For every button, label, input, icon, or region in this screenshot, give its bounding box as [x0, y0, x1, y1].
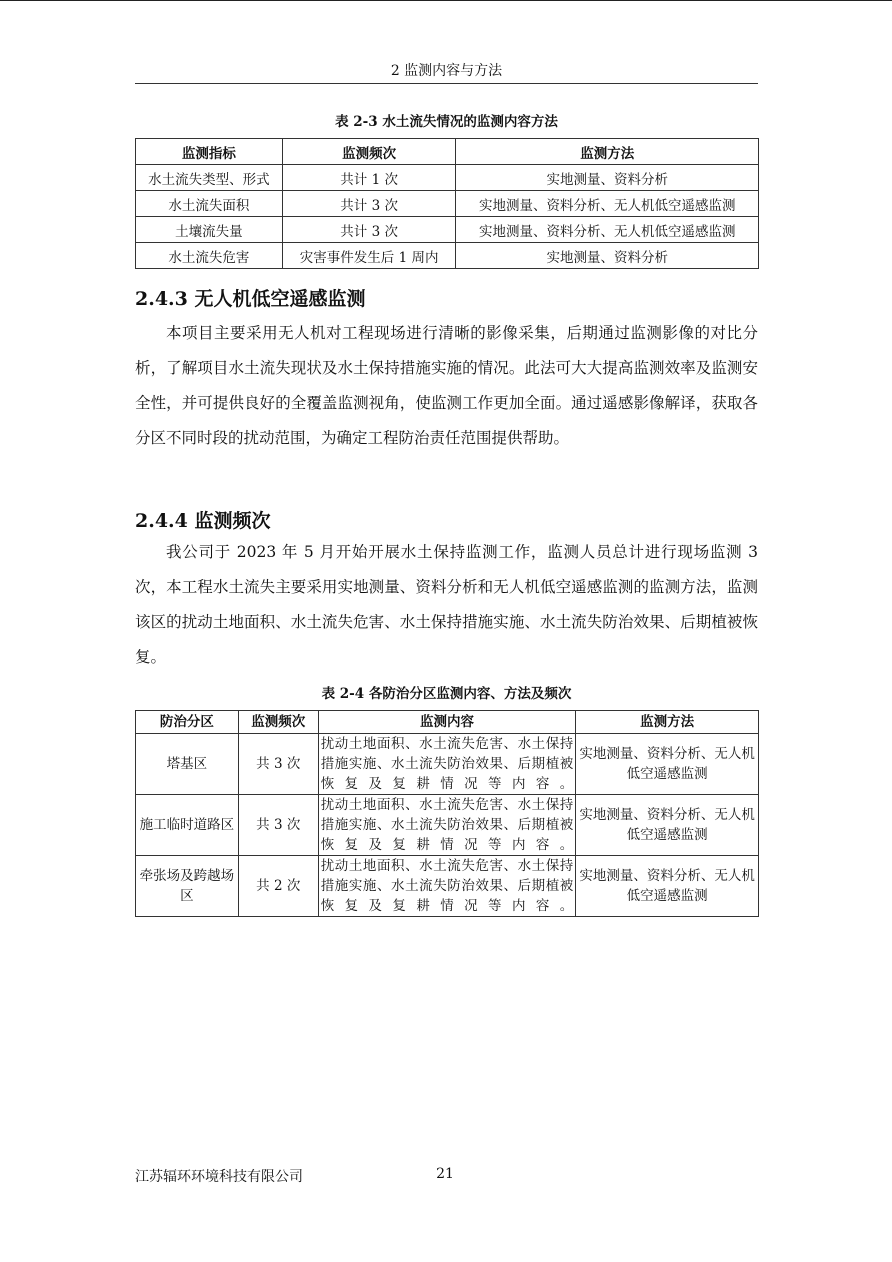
- table-cell: 扰动土地面积、水土流失危害、水土保持措施实施、水土流失防治效果、后期植被恢复及复耕情况等内容。: [318, 856, 576, 917]
- table-cell: 塔基区: [136, 734, 239, 795]
- table-row: [136, 217, 759, 243]
- section-heading-2-4-4: 2.4.4 监测频次: [135, 510, 271, 532]
- table-cell: 共计 3 次: [282, 217, 456, 243]
- header-cell: 监测频次: [238, 711, 318, 734]
- header-cell: 防治分区: [136, 711, 239, 734]
- table-cell: 共 2 次: [238, 856, 318, 917]
- table-cell: 扰动土地面积、水土流失危害、水土保持措施实施、水土流失防治效果、后期植被恢复及复耕情况等内容。: [318, 734, 576, 795]
- table-header-row: [136, 139, 759, 165]
- table-cell: 灾害事件发生后 1 周内: [282, 243, 456, 269]
- table-cell: 共 3 次: [238, 795, 318, 856]
- header-cell: 监测内容: [318, 711, 576, 734]
- section-heading-2-4-3: 2.4.3 无人机低空遥感监测: [135, 288, 366, 310]
- table-caption-2-3: 表 2-3 水土流失情况的监测内容方法: [335, 114, 558, 130]
- table-row: [136, 856, 759, 917]
- header-cell: 监测方法: [456, 139, 759, 165]
- table-header-row: [136, 711, 759, 734]
- table-cell: 共计 3 次: [282, 191, 456, 217]
- table-row: [136, 734, 759, 795]
- table-cell: 实地测量、资料分析、无人机低空遥感监测: [456, 191, 759, 217]
- header-divider: [135, 83, 758, 84]
- table-cell: 实地测量、资料分析: [456, 243, 759, 269]
- body-paragraph: 我公司于 2023 年 5 月开始开展水土保持监测工作，监测人员总计进行现场监测 3 次，本工程水土流失主要采用实地测量、资料分析和无人机低空遥感监测的监测方法，监测该区的扰动土地面积、水土流失危害、水土保持措施实施、水土流失防治效果、后期植被恢复。: [135, 543, 758, 666]
- table-cell: 实地测量、资料分析、无人机低空遥感监测: [576, 795, 759, 856]
- header-cell: 监测方法: [576, 711, 759, 734]
- table-cell: 实地测量、资料分析: [456, 165, 759, 191]
- table-cell: 实地测量、资料分析、无人机低空遥感监测: [456, 217, 759, 243]
- zone-monitoring-table: [135, 710, 759, 917]
- page-top-border: [0, 0, 892, 1]
- table-row: [136, 795, 759, 856]
- body-paragraph: 本项目主要采用无人机对工程现场进行清晰的影像采集，后期通过监测影像的对比分析，了解项目水土流失现状及水土保持措施实施的情况。此法可大大提高监测效率及监测安全性，并可提供良好的全覆盖监测视角，使监测工作更加全面。通过遥感影像解译，获取各分区不同时段的扰动范围，为确定工程防治责任范围提供帮助。: [135, 324, 758, 447]
- table-cell: 实地测量、资料分析、无人机低空遥感监测: [576, 734, 759, 795]
- table-cell: 水土流失危害: [136, 243, 283, 269]
- table-cell: 扰动土地面积、水土流失危害、水土保持措施实施、水土流失防治效果、后期植被恢复及复耕情况等内容。: [318, 795, 576, 856]
- monitoring-content-table: [135, 138, 759, 269]
- table-row: [136, 191, 759, 217]
- table-cell: 实地测量、资料分析、无人机低空遥感监测: [576, 856, 759, 917]
- header-cell: 监测频次: [282, 139, 456, 165]
- footer-company-name: 江苏辐环环境科技有限公司: [135, 1169, 303, 1185]
- table-cell: 施工临时道路区: [136, 795, 239, 856]
- table-row: [136, 243, 759, 269]
- table-row: [136, 165, 759, 191]
- running-header: 2 监测内容与方法: [390, 63, 503, 79]
- table-cell: 共 3 次: [238, 734, 318, 795]
- page-number: 21: [436, 1166, 454, 1182]
- table-caption-2-4: 表 2-4 各防治分区监测内容、方法及频次: [321, 686, 572, 702]
- table-cell: 水土流失类型、形式: [136, 165, 283, 191]
- table-cell: 共计 1 次: [282, 165, 456, 191]
- table-cell: 土壤流失量: [136, 217, 283, 243]
- table-cell: 水土流失面积: [136, 191, 283, 217]
- table-cell: 牵张场及跨越场区: [136, 856, 239, 917]
- header-cell: 监测指标: [136, 139, 283, 165]
